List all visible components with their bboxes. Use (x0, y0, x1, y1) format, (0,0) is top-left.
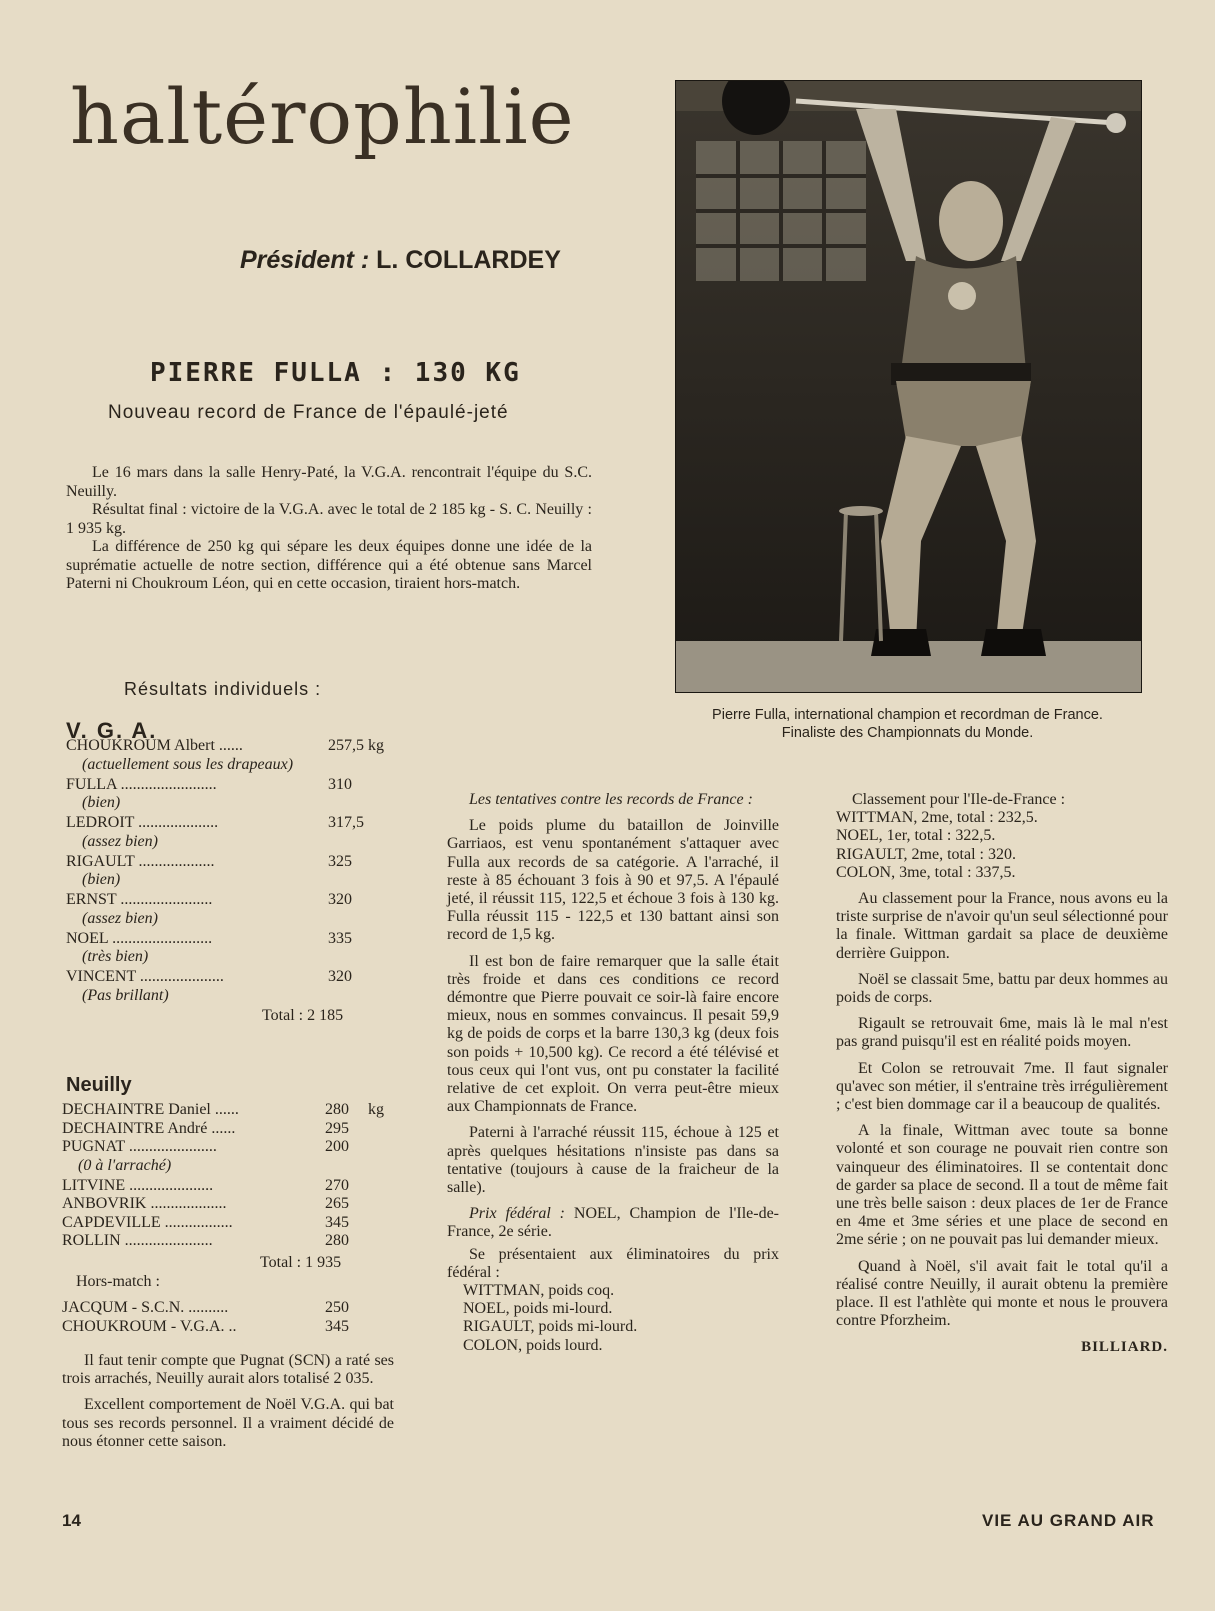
athlete-score: 345 (325, 1317, 349, 1335)
paragraph: Noël se classait 5me, battu par deux hommes au poids de corps. (836, 970, 1168, 1007)
caption-line: Pierre Fulla, international champion et recordman de France. (712, 707, 1103, 723)
section-heading: Les tentatives contre les records de France : (469, 791, 753, 808)
athlete-name: FULLA ........................ (66, 775, 217, 793)
prix-text: NOEL, Champion de l'Ile-de-France, 2e série. (447, 1205, 779, 1241)
athlete-name: DECHAINTRE Daniel ...... (62, 1101, 239, 1118)
paragraph: Il faut tenir compte que Pugnat (SCN) a raté ses trois arrachés, Neuilly aurait alors totalisé 2 035. (62, 1352, 394, 1388)
paragraph: Excellent comportement de Noël V.G.A. qui bat tous ses records personnel. Il a vraiment décidé de nous étonner cette saison. (62, 1396, 394, 1450)
result-note: (0 à l'arraché) (78, 1156, 172, 1174)
author-signature: BILLIARD. (1081, 1339, 1168, 1356)
athlete-name: JACQUM - S.C.N. .......... (62, 1299, 229, 1316)
result-note: (bien) (82, 871, 121, 888)
caption-line: Finaliste des Championnats du Monde. (781, 725, 1034, 741)
athlete-score: 345 (325, 1213, 349, 1231)
list-item: NOEL, 1er, total : 322,5. (836, 827, 996, 845)
result-row (66, 891, 396, 910)
intro-paragraph: Le 16 mars dans la salle Henry-Paté, la V.G.A. rencontrait l'équipe du S.C. Neuilly. (66, 464, 592, 500)
athlete-name: LEDROIT .................... (66, 814, 219, 831)
president-line (240, 246, 561, 275)
neuilly-total: Total : 1 935 (260, 1253, 342, 1271)
spacer (62, 1291, 402, 1299)
intro-paragraph: Résultat final : victoire de la V.G.A. avec le total de 2 185 kg - S. C. Neuilly : 1 935 kg. (66, 501, 592, 537)
team-vga-heading: V. G. A. (66, 718, 158, 743)
intro-text (66, 464, 592, 594)
paragraph: Il est bon de faire remarquer que la salle était très froide et dans ces conditions ce record démontre que Pierre pouvait ce soir-là faire encore mieux, nous en sommes convaincus. Il pesait 59,9 kg de poids de corps et la barre 130,3 kg (deux fois son poids + 10,500 kg). Ce record a été télévisé et tous ceux qui l'ont vus, ont pu constater la facilité relative de cet exploit. On verra peut-être mieux aux Championnats de France. (447, 952, 779, 1116)
athlete-score: 270 (325, 1176, 349, 1194)
athlete-score: 200 (325, 1138, 349, 1155)
athlete-name: PUGNAT ...................... (62, 1138, 217, 1155)
vga-results-list (66, 737, 396, 1025)
photo-caption (660, 706, 1155, 742)
headline: PIERRE FULLA : 130 KG (150, 358, 521, 388)
team-total-row (62, 1251, 402, 1273)
athlete-score: 335 (328, 929, 352, 947)
paragraph: Se présentaient aux éliminatoires du prix fédéral : (447, 1245, 779, 1281)
prix-federal (447, 1205, 779, 1241)
hors-match-label: Hors-match : (76, 1272, 160, 1290)
paragraph: Au classement pour la France, nous avons eu la triste surprise de n'avoir qu'un seul sélectionné pour la finale. Wittman gardait sa place de deuxième derrière Guippon. (836, 890, 1168, 962)
neuilly-results-list (62, 1101, 402, 1336)
paragraph: Rigault se retrouvait 6me, mais là le mal n'est pas grand puisqu'il est en réalité poids moyen. (836, 1015, 1168, 1051)
list-item: RIGAULT, 2me, total : 320. (836, 845, 1016, 863)
paragraph: Le poids plume du bataillon de Joinville Garriaos, est venu spontanément s'attaquer avec Fulla aux records de sa catégorie. A l'arraché, il reste à 85 échouant 3 fois à 90 et 97,5. A l'épaulé jeté, il réussit 115, 122,5 et échoue 3 fois à 130 kg. Fulla réussit 115 - 122,5 et 130 battant ainsi son record de 1,5 kg. (447, 817, 779, 944)
athlete-name: ROLLIN ...................... (62, 1232, 213, 1249)
weightlifter-photo (675, 80, 1142, 693)
athlete-name: DECHAINTRE André ...... (62, 1119, 236, 1137)
list-item: RIGAULT, poids mi-lourd. (463, 1318, 638, 1336)
result-row (66, 737, 396, 756)
athlete-name: ANBOVRIK ................... (62, 1195, 227, 1212)
president-name: L. COLLARDEY (376, 246, 561, 274)
result-note: (actuellement sous les drapeaux) (82, 755, 294, 773)
result-row (62, 1214, 402, 1233)
result-row (66, 814, 396, 833)
result-note: (bien) (82, 794, 121, 811)
vga-total: Total : 2 185 (262, 1006, 344, 1024)
column3-text (836, 791, 1168, 1357)
results-title: Résultats individuels : (124, 679, 322, 699)
list-item: WITTMAN, poids coq. (463, 1282, 615, 1300)
intro-paragraph: La différence de 250 kg qui sépare les deux équipes donne une idée de la suprématie actuelle de notre section, différence qui a été obtenue sans Marcel Paterni ni Choukroum Léon, qui en cette occasion, tiraient hors-match. (66, 538, 592, 592)
result-row (62, 1195, 402, 1214)
photo-illustration (676, 81, 1141, 692)
result-row (66, 776, 396, 795)
result-row (66, 853, 396, 872)
result-note: (assez bien) (82, 909, 158, 927)
result-note: (Pas brillant) (82, 986, 169, 1004)
prix-label: Prix fédéral : (469, 1205, 565, 1223)
column1-conclusion (62, 1352, 394, 1459)
athlete-score: 280 (325, 1101, 349, 1118)
athlete-score: 280 (325, 1232, 349, 1249)
classement-list (836, 809, 1168, 882)
athlete-name: CAPDEVILLE ................. (62, 1213, 233, 1231)
elim-list (447, 1282, 779, 1355)
result-row (62, 1318, 402, 1337)
athlete-score: 325 (328, 852, 352, 870)
result-row (66, 930, 396, 949)
result-note: (assez bien) (82, 832, 158, 850)
column2-text (447, 791, 779, 1355)
athlete-score: 295 (325, 1119, 349, 1137)
subheadline: Nouveau record de France de l'épaulé-jeté (108, 402, 509, 423)
paragraph: Paterni à l'arraché réussit 115, échoue à 125 et après quelques hésitations n'insiste pas dans sa tentative (toujours à cause de la fraicheur de la salle). (447, 1124, 779, 1197)
result-row (62, 1120, 402, 1139)
result-row (62, 1101, 402, 1120)
result-note: (très bien) (82, 948, 149, 965)
paragraph: Et Colon se retrouvait 7me. Il faut signaler qu'avec son métier, il s'entraine très irrégulièrement ; c'est bien dommage car il a beaucoup de qualités. (836, 1059, 1168, 1114)
athlete-score: 250 (325, 1299, 349, 1316)
athlete-name: VINCENT ..................... (66, 968, 224, 985)
president-label: Président : (240, 246, 370, 274)
team-total-row (66, 1007, 396, 1026)
athlete-name: LITVINE ..................... (62, 1176, 214, 1194)
athlete-score: 320 (328, 891, 352, 908)
page-title: haltérophilie (70, 72, 575, 161)
unit-label: kg (368, 1101, 384, 1118)
list-item: NOEL, poids mi-lourd. (463, 1300, 613, 1318)
athlete-name: ERNST ....................... (66, 891, 213, 908)
classement-label: Classement pour l'Ile-de-France : (852, 791, 1066, 808)
athlete-name: RIGAULT ................... (66, 852, 215, 870)
page-number: 14 (62, 1511, 81, 1530)
athlete-score: 320 (328, 968, 352, 985)
result-row (62, 1138, 402, 1157)
result-row (66, 968, 396, 987)
list-item: COLON, 3me, total : 337,5. (836, 863, 1016, 881)
paragraph: Quand à Noël, s'il avait fait le total qu'il a réalisé contre Neuilly, il aurait obtenu la première place. Il est l'athlète qui monte et nous le prouvera contre Pforzheim. (836, 1257, 1168, 1330)
athlete-score: 265 (325, 1195, 349, 1212)
athlete-name: NOEL ......................... (66, 929, 213, 947)
result-row (62, 1232, 402, 1251)
list-item: COLON, poids lourd. (463, 1336, 603, 1354)
result-row (62, 1177, 402, 1196)
athlete-name: CHOUKROUM - V.G.A. .. (62, 1317, 237, 1335)
list-item: WITTMAN, 2me, total : 232,5. (836, 809, 1038, 827)
magazine-name: VIE AU GRAND AIR (982, 1511, 1155, 1530)
result-row (62, 1299, 402, 1318)
athlete-score: 317,5 (328, 814, 364, 831)
athlete-score: 310 (328, 775, 352, 793)
paragraph: A la finale, Wittman avec toute sa bonne volonté et son courage ne pouvait rien contre son vainqueur des éliminatoires. Il se contentait donc de garder sa place de second. Il a tout de même fait une très belle saison : deux places de 1er de France en 4me et 3me séries et une place de second en 2me série ; on ne pouvait pas lui demander mieux. (836, 1122, 1168, 1249)
athlete-score: 257,5 kg (328, 737, 384, 754)
team-neuilly-heading: Neuilly (66, 1074, 132, 1096)
athlete-name: CHOUKROUM Albert ...... (66, 737, 243, 754)
